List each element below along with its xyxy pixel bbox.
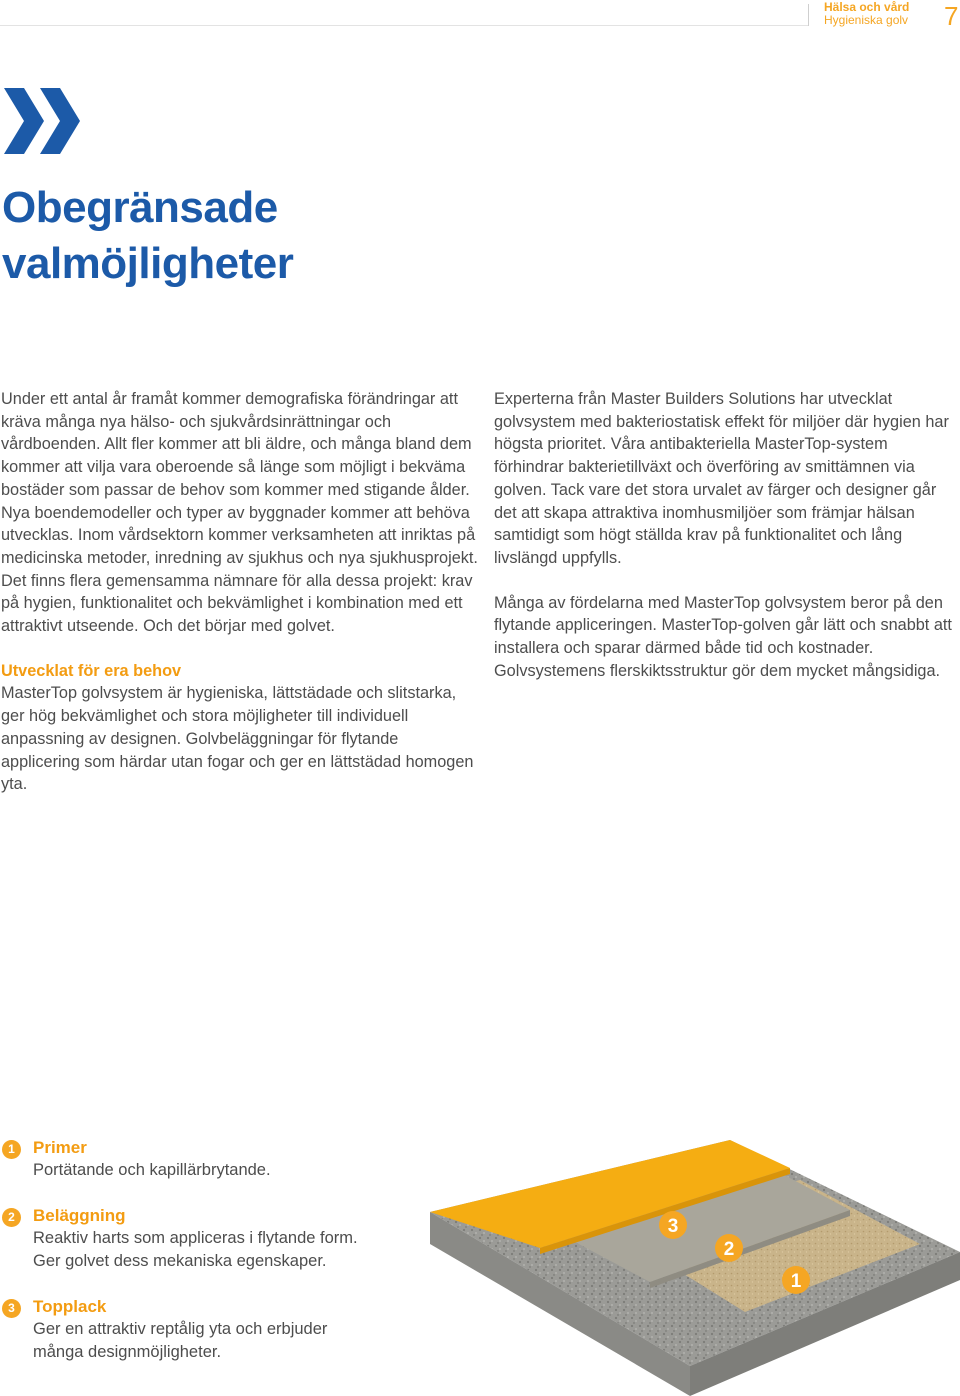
header-section: Hälsa och vård — [824, 0, 910, 14]
legend-item-topplack — [1, 1295, 421, 1364]
legend-title: Topplack — [33, 1297, 107, 1316]
header-divider — [808, 4, 809, 26]
badge-2: 2 — [723, 1239, 735, 1260]
double-chevron-icon — [2, 86, 82, 156]
badge-1: 1 — [790, 1271, 802, 1292]
legend-text: Ger golvet dess mekaniska egenskaper. — [33, 1252, 327, 1270]
body-paragraph: MasterTop golvsystem är hygieniska, lättstädade och slitstarka, ger hög bekvämlighet och stora möjligheter till individuell anpassning av designen. Golvbeläggningar för flytande applicering som härdar utan fogar och ger en lättstädad homogen yta. — [1, 684, 474, 794]
legend-number-badge: 3 — [2, 1299, 21, 1318]
page-title — [2, 180, 293, 292]
badge-3: 3 — [667, 1216, 679, 1237]
legend-title: Primer — [33, 1138, 87, 1157]
title-line-2: valmöjligheter — [2, 239, 294, 288]
intro-paragraph: Under ett antal år framåt kommer demografiska förändringar att kräva många nya hälso- och sjukvårdsinrättningar och vårdboenden. Allt fler kommer att bli äldre, och många bland dem kommer att vilja vara oberoende så länge som möjligt i bekväma bostäder som passar de behov som kommer med stigande ålder. Nya boendemodeller och typer av byggnader kommer att behöva utvecklas. Inom vårdsektorn kommer verksamheten att inriktas på medicinska metoder, inredning av sjukhus och nya sjukhusprojekt. Det finns flera gemensamma nämnare för alla dessa projekt: krav på hygien, funktionalitet och bekvämlighet i kombination med ett attraktivt utseende. Och det börjar med golvet. — [1, 390, 478, 636]
left-column — [1, 388, 481, 796]
header-rule — [0, 25, 808, 26]
legend-item-belaggning — [1, 1204, 421, 1273]
layer-legend — [1, 1136, 421, 1386]
legend-text: Reaktiv harts som appliceras i flytande form. — [33, 1229, 358, 1247]
legend-number-badge: 2 — [2, 1208, 21, 1227]
title-line-1: Obegränsade — [2, 183, 278, 232]
legend-item-primer — [1, 1136, 421, 1182]
header-subsection: Hygieniska golv — [824, 13, 909, 27]
legend-text: Ger en attraktiv reptålig yta och erbjuder — [33, 1320, 328, 1338]
legend-text: Portätande och kapillärbrytande. — [33, 1161, 271, 1179]
legend-title: Beläggning — [33, 1206, 126, 1225]
subheading: Utvecklat för era behov — [1, 661, 182, 680]
right-paragraph-1: Experterna från Master Builders Solutions har utvecklat golvsystem med bakteriostatisk effekt för miljöer där hygien har högsta prioritet. Våra antibakteriella MasterTop-system förhindrar bakterietillväxt och överföring av smittämnen via golven. Tack vare det stora urvalet av färger och designer går det att skapa attraktiva inomhusmiljöer som främjar hälsan samtidigt som högt ställda krav på funktionalitet och lång livslängd uppfylls. — [494, 390, 949, 567]
floor-layers-illustration — [430, 1140, 960, 1396]
right-paragraph-2: Många av fördelarna med MasterTop golvsystem beror på den flytande appliceringen. MasterTop-golven går lätt och snabbt att installera och sparar därmed både tid och kostnader. Golvsystemens flerskiktsstruktur gör dem mycket mångsidiga. — [494, 593, 952, 680]
legend-text: många designmöjligheter. — [33, 1343, 222, 1361]
right-column — [494, 388, 960, 682]
legend-number-badge: 1 — [2, 1140, 21, 1159]
page-number: 7 — [944, 1, 959, 31]
